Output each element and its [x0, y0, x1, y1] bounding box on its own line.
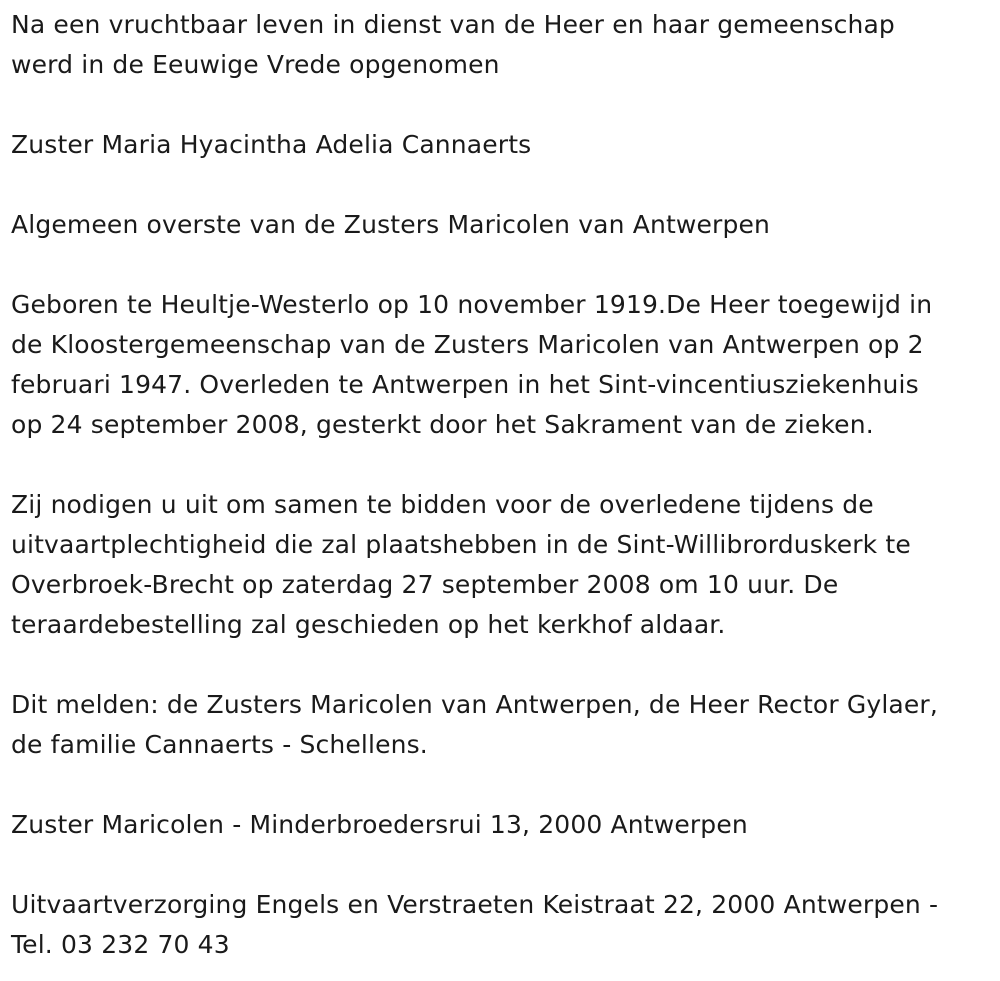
address-paragraph — [11, 805, 1000, 845]
title-paragraph — [11, 205, 1000, 245]
text-line: Uitvaartverzorging Engels en Verstraeten Keistraat 22, 2000 Antwerpen - — [11, 890, 939, 919]
convent-address: Zuster Maricolen - Minderbroedersrui 13, 2000 Antwerpen — [11, 810, 748, 839]
text-line: werd in de Eeuwige Vrede opgenomen — [11, 50, 500, 79]
text-line: de familie Cannaerts - Schellens. — [11, 730, 428, 759]
invitation-paragraph — [11, 485, 1000, 645]
deceased-title: Algemeen overste van de Zusters Maricolen van Antwerpen — [11, 210, 771, 239]
text-line: februari 1947. Overleden te Antwerpen in het Sint-vincentiusziekenhuis — [11, 370, 919, 399]
text-line: teraardebestelling zal geschieden op het kerkhof aldaar. — [11, 610, 726, 639]
deceased-name: Zuster Maria Hyacintha Adelia Cannaerts — [11, 130, 532, 159]
text-line: de Kloostergemeenschap van de Zusters Maricolen van Antwerpen op 2 — [11, 330, 924, 359]
name-paragraph — [11, 125, 1000, 165]
announcers-paragraph — [11, 685, 1000, 765]
text-line: Geboren te Heultje-Westerlo op 10 november 1919.De Heer toegewijd in — [11, 290, 933, 319]
biography-paragraph — [11, 285, 1000, 445]
text-line: Dit melden: de Zusters Maricolen van Antwerpen, de Heer Rector Gylaer, — [11, 690, 938, 719]
obituary-document — [0, 5, 1000, 965]
phone-line: Tel. 03 232 70 43 — [11, 930, 230, 959]
intro-paragraph — [11, 5, 1000, 85]
text-line: Overbroek-Brecht op zaterdag 27 september 2008 om 10 uur. De — [11, 570, 839, 599]
text-line: Na een vruchtbaar leven in dienst van de Heer en haar gemeenschap — [11, 10, 895, 39]
text-line: op 24 september 2008, gesterkt door het Sakrament van de zieken. — [11, 410, 874, 439]
text-line: Zij nodigen u uit om samen te bidden voor de overledene tijdens de — [11, 490, 874, 519]
funeral-home-paragraph — [11, 885, 1000, 965]
text-line: uitvaartplechtigheid die zal plaatshebben in de Sint-Willibrorduskerk te — [11, 530, 911, 559]
